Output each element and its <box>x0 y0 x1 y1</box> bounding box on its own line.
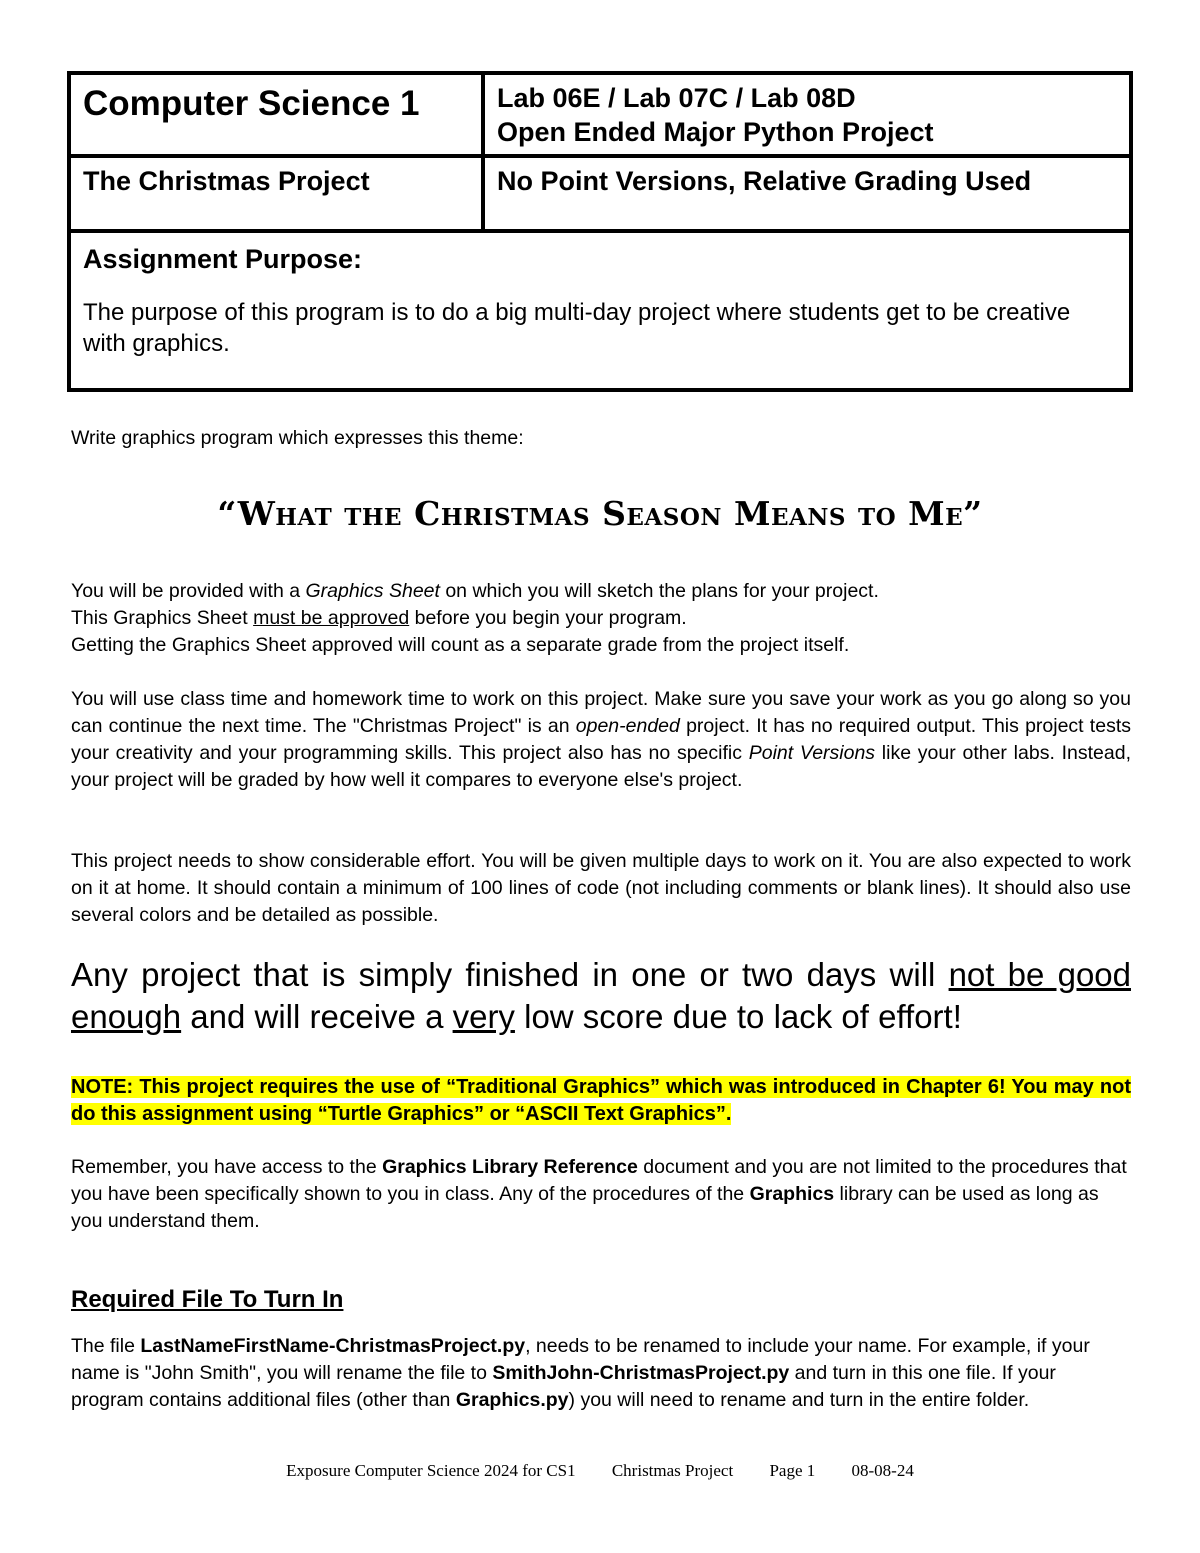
paragraph-class-time <box>71 686 1131 794</box>
footer-page: Page 1 <box>769 1461 816 1480</box>
lab-info <box>485 75 1129 154</box>
file-t2: LastNameFirstName-ChristmasProject.py <box>140 1335 526 1357</box>
warning-t1: Any project that is simply finished in one or two days will <box>71 956 949 993</box>
file-t4: SmithJohn-ChristmasProject.py <box>492 1362 790 1384</box>
purpose-text: The purpose of this program is to do a big multi-day project where students get to be creative with graphics. <box>83 299 1071 357</box>
file-t6: Graphics.py <box>455 1389 569 1411</box>
para1-t3: project. It has no required output. This project tests your creativity and your programming skills. This project also has no specific <box>71 715 1131 764</box>
sheet-a3: on which you will sketch the plans for your project. <box>439 580 879 602</box>
lab-numbers: Lab 06E / Lab 07C / Lab 08D <box>497 83 856 113</box>
sheet-b3: before you begin your program. <box>409 607 687 629</box>
lab-subtitle: Open Ended Major Python Project <box>497 117 934 147</box>
warning-t5: low score due to lack of effort! <box>514 998 962 1035</box>
warning-t2: not be good enough <box>71 956 1131 1035</box>
para1-t4: Point Versions <box>748 742 876 764</box>
paragraph-remember <box>71 1154 1131 1235</box>
header-row-2 <box>71 158 1129 233</box>
warning-t4: very <box>452 998 515 1035</box>
grading-info: No Point Versions, Relative Grading Used <box>497 166 1032 196</box>
page-footer <box>0 1461 1200 1481</box>
paragraph-effort: This project needs to show considerable effort. You will be given multiple days to work on it. You are also expected to work on it at home. It should contain a minimum of 100 lines of code (not including comments or blank lines). It should also use several colors and be detailed as possible. <box>71 850 1131 926</box>
remember-t5: library can be used as long as you understand them. <box>71 1183 1099 1232</box>
remember-t2: Graphics Library Reference <box>382 1156 638 1178</box>
paragraph-file <box>71 1333 1131 1414</box>
sheet-b1: This Graphics Sheet <box>71 607 254 629</box>
sheet-a1: You will be provided with a <box>71 580 306 602</box>
note-highlight <box>71 1074 1131 1128</box>
course-title: Computer Science 1 <box>71 75 485 154</box>
sheet-b2: must be approved <box>253 607 410 629</box>
graphics-sheet-info <box>71 578 1131 659</box>
file-t7: ) you will need to rename and turn in the entire folder. <box>568 1389 1030 1411</box>
header-table <box>67 71 1133 392</box>
purpose-box <box>71 233 1129 388</box>
remember-t4: Graphics <box>749 1183 835 1205</box>
sheet-line-3: Getting the Graphics Sheet approved will count as a separate grade from the project itself. <box>71 634 850 656</box>
footer-date: 08-08-24 <box>851 1461 914 1480</box>
file-t3: , needs to be renamed to include your name. For example, if your name is "John Smith", you will rename the file to <box>71 1335 1090 1384</box>
intro-text: Write graphics program which expresses this theme: <box>71 427 524 449</box>
sheet-line-2 <box>71 605 1131 632</box>
footer-project: Christmas Project <box>611 1461 734 1480</box>
header-row-1 <box>71 75 1129 158</box>
sheet-line-1 <box>71 578 1131 605</box>
required-file-heading: Required File To Turn In <box>71 1286 344 1313</box>
para1-t1: You will use class time and homework time to work on this project. Make sure you save your work as you go along so you can continue the next time. The "Christmas Project" is an <box>71 688 1131 737</box>
note-text: NOTE: This project requires the use of “Traditional Graphics” which was introduced in Chapter 6! You may not do this assignment using “Turtle Graphics” or “ASCII Text Graphics”. <box>71 1076 1131 1125</box>
project-title: The Christmas Project <box>71 158 485 229</box>
purpose-heading: Assignment Purpose: <box>83 244 363 274</box>
remember-t1: Remember, you have access to the <box>71 1156 383 1178</box>
sheet-a2: Graphics Sheet <box>305 580 440 602</box>
remember-t3: document and you are not limited to the procedures that you have been specifically shown to you in class. Any of the procedures of the <box>71 1156 1127 1205</box>
file-t1: The file <box>71 1335 141 1357</box>
para1-t5: like your other labs. Instead, your project will be graded by how well it compares to everyone else's project. <box>71 742 1131 791</box>
effort-warning <box>71 954 1131 1038</box>
theme-title: “What the Christmas Season Means to Me” <box>217 494 983 533</box>
footer-book: Exposure Computer Science 2024 for CS1 <box>286 1461 576 1480</box>
warning-t3: and will receive a <box>181 998 453 1035</box>
para1-t2: open-ended <box>575 715 680 737</box>
file-t5: and turn in this one file. If your program contains additional files (other than <box>71 1362 1056 1411</box>
